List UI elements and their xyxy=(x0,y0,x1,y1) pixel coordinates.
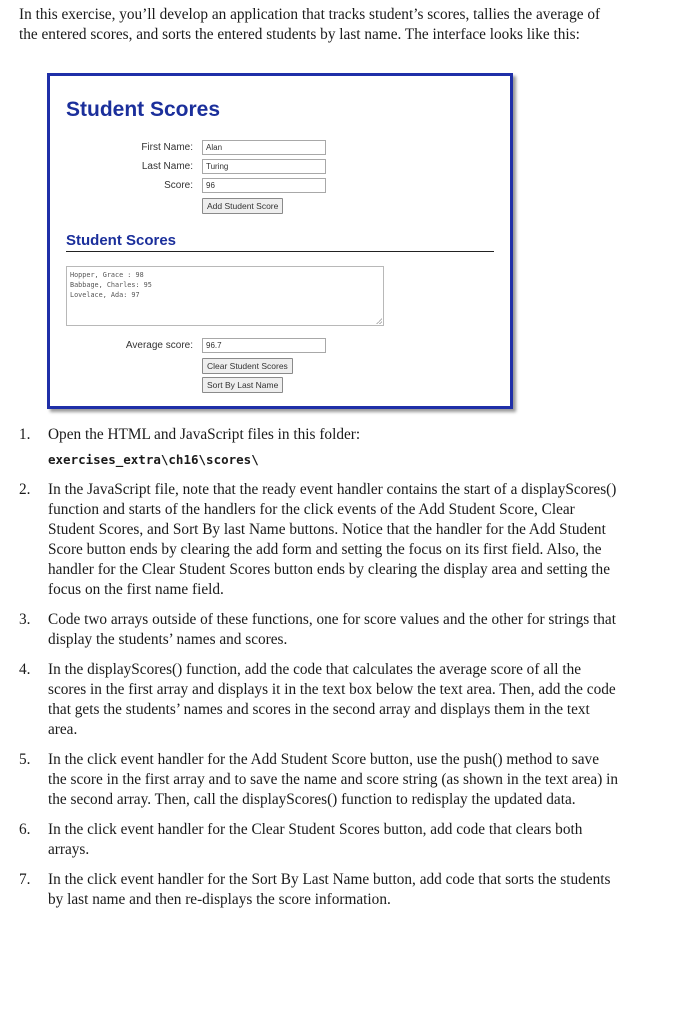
score-input[interactable]: 96 xyxy=(202,178,326,193)
step-number: 3. xyxy=(19,611,31,628)
student-scores-heading: Student Scores xyxy=(66,232,177,249)
step-number: 4. xyxy=(19,661,31,678)
step-text: In the displayScores() function, add the code that calculates the average score of all the scores in the first array and displays it in the text box below the text area. Then, add the code that gets the students’ names and scores in the second array and displays them in the text area. xyxy=(48,661,616,738)
step-number: 6. xyxy=(19,821,31,838)
step-number: 1. xyxy=(19,426,31,443)
add-student-score-button[interactable]: Add Student Score xyxy=(202,198,283,214)
step-item xyxy=(19,820,619,860)
step-text: In the JavaScript file, note that the ready event handler contains the start of a displayScores() function and starts of the handlers for the click events of the Add Student Score, Clear Student Scores, and Sort By last Name buttons. Notice that the handler for the Add Student Score button ends by clearing the add form and setting the focus on its first field. Also, the handler for the Clear Student Scores button ends by clearing the display area and setting the focus on the first name field. xyxy=(48,481,617,598)
step-item xyxy=(19,870,619,910)
step-number: 7. xyxy=(19,871,31,888)
exercise-steps xyxy=(19,425,619,920)
step-number: 2. xyxy=(19,481,31,498)
app-title: Student Scores xyxy=(66,98,221,121)
step-item xyxy=(19,750,619,810)
app-screenshot-figure xyxy=(47,73,513,409)
last-name-input[interactable]: Turing xyxy=(202,159,326,174)
step-text: In the click event handler for the Sort By Last Name button, add code that sorts the students by last name and then re-displays the score information. xyxy=(48,871,611,908)
folder-path: exercises_extra\ch16\scores\ xyxy=(48,452,259,467)
clear-student-scores-button[interactable]: Clear Student Scores xyxy=(202,358,293,374)
first-name-input[interactable]: Alan xyxy=(202,140,326,155)
step-text: In the click event handler for the Clear Student Scores button, add code that clears both arrays. xyxy=(48,821,583,858)
step-number: 5. xyxy=(19,751,31,768)
last-name-label: Last Name: xyxy=(141,161,193,172)
score-line: Hopper, Grace : 98 xyxy=(70,271,144,279)
step-text: In the click event handler for the Add Student Score button, use the push() method to save the score in the first array and to save the name and score string (as shown in the text area) in the second array. Then, call the displayScores() function to redisplay the updated data. xyxy=(48,751,619,808)
step-text: Open the HTML and JavaScript files in this folder: xyxy=(48,426,361,443)
sort-by-last-name-button[interactable]: Sort By Last Name xyxy=(202,377,283,393)
score-line: Babbage, Charles: 95 xyxy=(70,281,152,289)
step-item xyxy=(19,660,619,740)
step-item xyxy=(19,480,619,600)
step-item xyxy=(19,425,619,470)
step-text: Code two arrays outside of these functions, one for score values and the other for strings that display the students’ names and scores. xyxy=(48,611,616,648)
score-label: Score: xyxy=(164,180,193,191)
first-name-label: First Name: xyxy=(141,142,193,153)
step-item xyxy=(19,610,619,650)
scores-textarea[interactable] xyxy=(66,266,384,326)
average-score-label: Average score: xyxy=(125,340,193,351)
average-score-input[interactable]: 96.7 xyxy=(202,338,326,353)
resize-grip-icon[interactable] xyxy=(376,318,382,324)
heading-divider xyxy=(66,251,494,252)
score-line: Lovelace, Ada: 97 xyxy=(70,291,140,299)
intro-paragraph: In this exercise, you’ll develop an application that tracks student’s scores, tallies the average of the entered scores, and sorts the entered students by last name. The interface looks like this: xyxy=(19,6,601,43)
